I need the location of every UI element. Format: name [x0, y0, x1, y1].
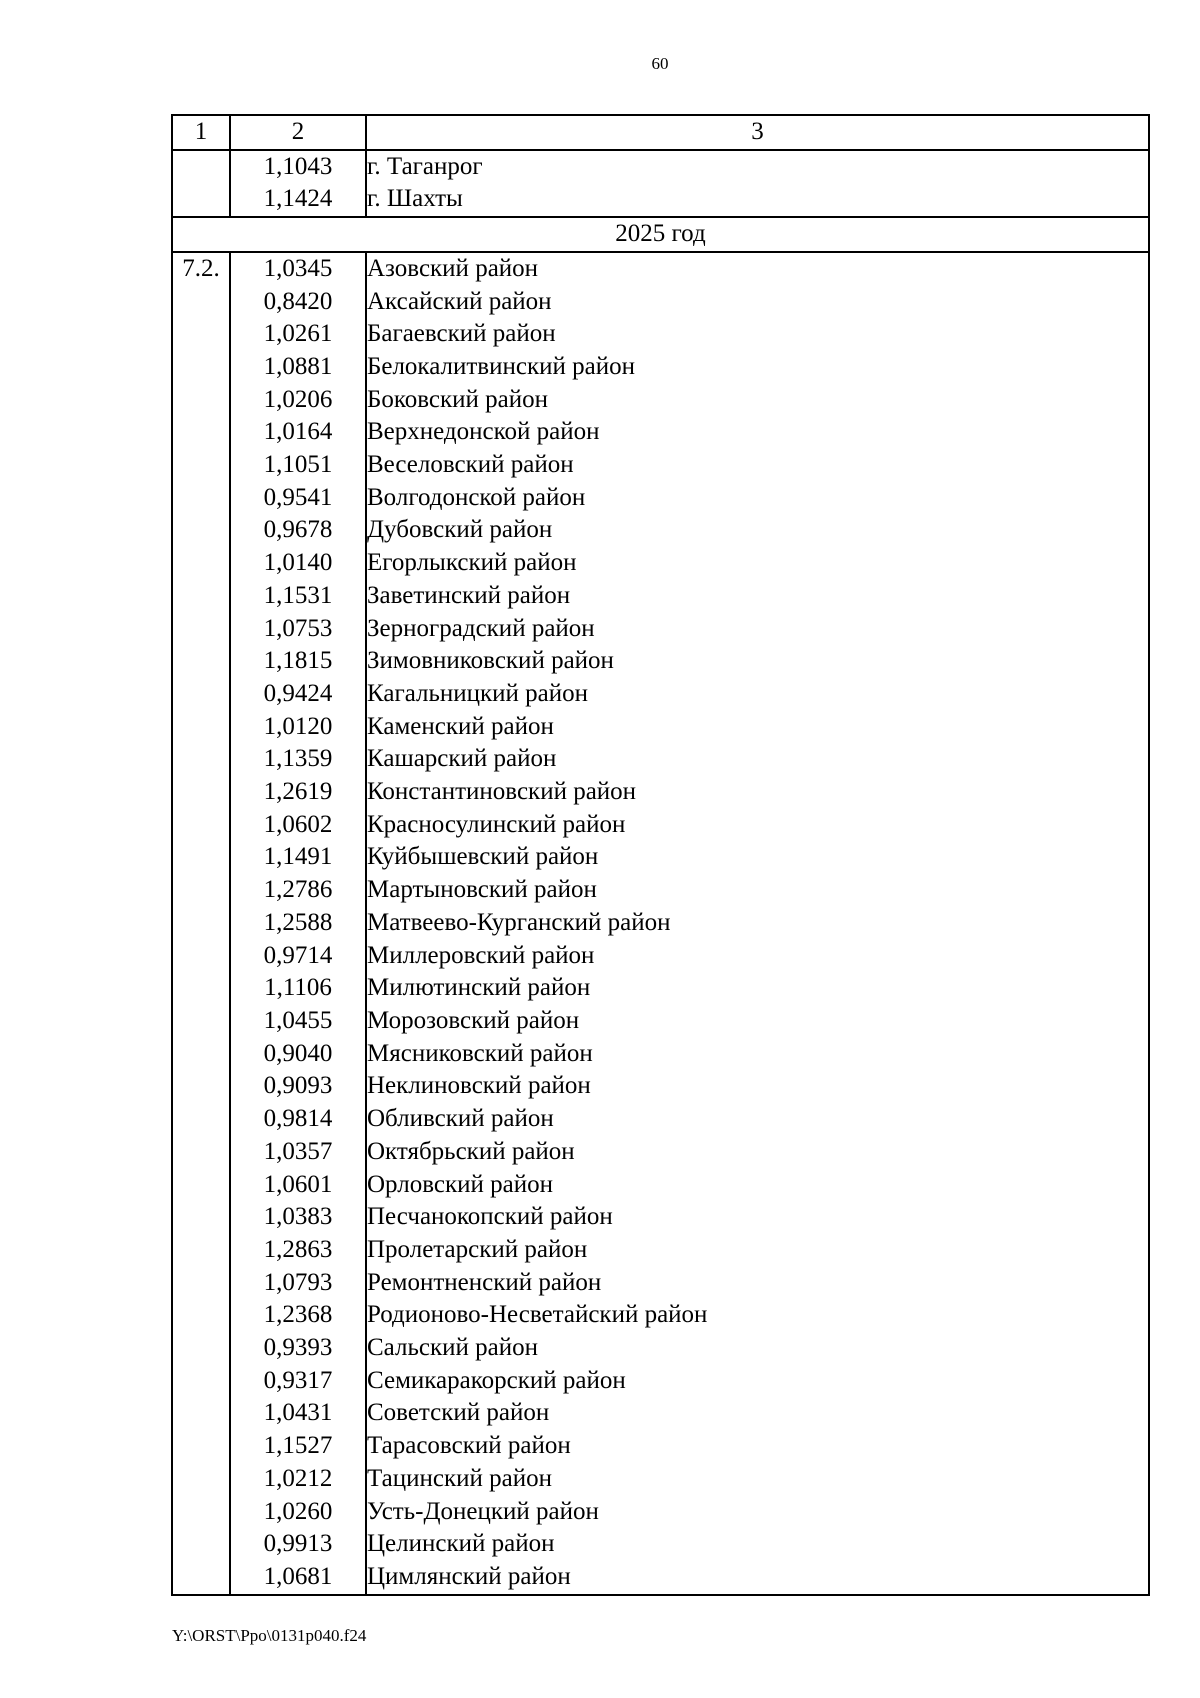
table-row [172, 613, 1149, 646]
table-row [172, 514, 1149, 547]
table-row [172, 183, 1149, 217]
territory-name-cell: Целинский район [366, 1528, 1149, 1561]
territory-name-cell: Мясниковский район [366, 1038, 1149, 1071]
territory-name-cell: Кашарский район [366, 743, 1149, 776]
territory-name-cell: Миллеровский район [366, 940, 1149, 973]
coefficient-cell: 1,1527 [230, 1430, 366, 1463]
territory-name-cell: Сальский район [366, 1332, 1149, 1365]
section-row [172, 217, 1149, 252]
row-number-cell [172, 1561, 230, 1595]
coefficient-cell: 1,0753 [230, 613, 366, 646]
row-number-cell [172, 1496, 230, 1529]
coefficient-cell: 0,9393 [230, 1332, 366, 1365]
territory-name-cell: Куйбышевский район [366, 841, 1149, 874]
territory-name-cell: Веселовский район [366, 449, 1149, 482]
coefficient-cell: 1,0681 [230, 1561, 366, 1595]
table-row [172, 1332, 1149, 1365]
territory-name-cell: Цимлянский район [366, 1561, 1149, 1595]
table-row [172, 449, 1149, 482]
territory-name-cell: Дубовский район [366, 514, 1149, 547]
coefficient-cell: 1,1359 [230, 743, 366, 776]
territory-name-cell: Каменский район [366, 711, 1149, 744]
territory-name-cell: Багаевский район [366, 318, 1149, 351]
table-row [172, 645, 1149, 678]
row-number-cell [172, 1397, 230, 1430]
coefficient-cell: 0,9317 [230, 1365, 366, 1398]
row-number-cell [172, 776, 230, 809]
row-number-cell [172, 1169, 230, 1202]
coefficient-cell: 0,8420 [230, 286, 366, 319]
coefficient-cell: 1,0164 [230, 416, 366, 449]
territory-name-cell: Волгодонской район [366, 482, 1149, 515]
coefficient-cell: 1,1043 [230, 150, 366, 184]
coefficient-cell: 1,1051 [230, 449, 366, 482]
row-number-cell [172, 907, 230, 940]
row-number-cell: 7.2. [172, 252, 230, 286]
territory-name-cell: Зимовниковский район [366, 645, 1149, 678]
table-row [172, 286, 1149, 319]
row-number-cell [172, 972, 230, 1005]
coefficient-cell: 1,0602 [230, 809, 366, 842]
row-number-cell [172, 874, 230, 907]
table-row [172, 841, 1149, 874]
table-row [172, 547, 1149, 580]
row-number-cell [172, 1528, 230, 1561]
table-row [172, 1463, 1149, 1496]
header-cell-2: 2 [230, 115, 366, 150]
territory-name-cell: Семикаракорский район [366, 1365, 1149, 1398]
row-number-cell [172, 1136, 230, 1169]
table-row [172, 384, 1149, 417]
table-row [172, 351, 1149, 384]
row-number-cell [172, 940, 230, 973]
row-number-cell [172, 547, 230, 580]
row-number-cell [172, 1365, 230, 1398]
coefficient-cell: 1,2786 [230, 874, 366, 907]
territory-name-cell: Азовский район [366, 252, 1149, 286]
territory-name-cell: Неклиновский район [366, 1070, 1149, 1103]
row-number-cell [172, 1267, 230, 1300]
territory-name-cell: Константиновский район [366, 776, 1149, 809]
table-row [172, 743, 1149, 776]
territory-name-cell: г. Шахты [366, 183, 1149, 217]
table-row [172, 1430, 1149, 1463]
row-number-cell [172, 613, 230, 646]
table-row [172, 1528, 1149, 1561]
table-row [172, 1496, 1149, 1529]
coefficient-cell: 1,0206 [230, 384, 366, 417]
row-number-cell [172, 678, 230, 711]
row-number-cell [172, 580, 230, 613]
row-number-cell [172, 1299, 230, 1332]
coefficient-cell: 1,0261 [230, 318, 366, 351]
territory-name-cell: Красносулинский район [366, 809, 1149, 842]
coefficient-cell: 1,0140 [230, 547, 366, 580]
coefficient-cell: 1,0881 [230, 351, 366, 384]
row-number-cell [172, 318, 230, 351]
table-header-row [172, 115, 1149, 150]
coefficient-cell: 1,1106 [230, 972, 366, 1005]
coefficient-cell: 1,0357 [230, 1136, 366, 1169]
territory-name-cell: Орловский район [366, 1169, 1149, 1202]
table-row [172, 678, 1149, 711]
coefficient-cell: 0,9424 [230, 678, 366, 711]
coefficient-cell: 1,0383 [230, 1201, 366, 1234]
row-number-cell [172, 1103, 230, 1136]
coefficient-cell: 0,9714 [230, 940, 366, 973]
row-number-cell [172, 482, 230, 515]
coefficient-cell: 1,1531 [230, 580, 366, 613]
table-row [172, 252, 1149, 286]
coefficient-cell: 1,2619 [230, 776, 366, 809]
territory-name-cell: Морозовский район [366, 1005, 1149, 1038]
territory-name-cell: Мартыновский район [366, 874, 1149, 907]
row-number-cell [172, 841, 230, 874]
territory-name-cell: Пролетарский район [366, 1234, 1149, 1267]
table-row [172, 809, 1149, 842]
row-number-cell [172, 286, 230, 319]
row-number-cell [172, 416, 230, 449]
coefficient-cell: 1,1491 [230, 841, 366, 874]
table-row [172, 1365, 1149, 1398]
coefficient-cell: 1,0431 [230, 1397, 366, 1430]
coefficient-cell: 0,9814 [230, 1103, 366, 1136]
table-row [172, 776, 1149, 809]
table-row [172, 907, 1149, 940]
territory-name-cell: Боковский район [366, 384, 1149, 417]
table-row [172, 711, 1149, 744]
row-number-cell [172, 1463, 230, 1496]
row-number-cell [172, 449, 230, 482]
table-row [172, 1169, 1149, 1202]
table-row [172, 1070, 1149, 1103]
coefficient-cell: 1,0345 [230, 252, 366, 286]
territory-name-cell: Песчанокопский район [366, 1201, 1149, 1234]
row-number-cell [172, 1038, 230, 1071]
row-number-cell [172, 1005, 230, 1038]
row-number-cell [172, 809, 230, 842]
row-number-cell [172, 645, 230, 678]
territory-name-cell: Верхнедонской район [366, 416, 1149, 449]
coefficient-cell: 1,0120 [230, 711, 366, 744]
coefficient-cell: 1,0455 [230, 1005, 366, 1038]
row-number-cell [172, 711, 230, 744]
coefficient-cell: 1,0260 [230, 1496, 366, 1529]
coefficient-cell: 1,1424 [230, 183, 366, 217]
coefficient-cell: 0,9913 [230, 1528, 366, 1561]
table-row [172, 972, 1149, 1005]
territory-name-cell: Тарасовский район [366, 1430, 1149, 1463]
table-row [172, 874, 1149, 907]
page-number: 60 [651, 54, 669, 73]
coefficient-cell: 1,2588 [230, 907, 366, 940]
table-row [172, 580, 1149, 613]
coefficient-cell: 1,1815 [230, 645, 366, 678]
section-title: 2025 год [172, 217, 1149, 252]
row-number-cell [172, 150, 230, 184]
table-row [172, 318, 1149, 351]
table-row [172, 1038, 1149, 1071]
table-row [172, 150, 1149, 184]
row-number-cell [172, 514, 230, 547]
row-number-cell [172, 351, 230, 384]
territory-name-cell: Аксайский район [366, 286, 1149, 319]
table-row [172, 1103, 1149, 1136]
table-row [172, 1201, 1149, 1234]
row-number-cell [172, 1201, 230, 1234]
territory-name-cell: Белокалитвинский район [366, 351, 1149, 384]
coefficient-cell: 1,2863 [230, 1234, 366, 1267]
territory-name-cell: Обливский район [366, 1103, 1149, 1136]
coefficient-cell: 0,9040 [230, 1038, 366, 1071]
territory-name-cell: Советский район [366, 1397, 1149, 1430]
table-row [172, 1561, 1149, 1595]
territory-name-cell: Милютинский район [366, 972, 1149, 1005]
coefficient-cell: 0,9541 [230, 482, 366, 515]
table-row [172, 940, 1149, 973]
table-row [172, 482, 1149, 515]
territory-name-cell: Октябрьский район [366, 1136, 1149, 1169]
coefficient-cell: 1,2368 [230, 1299, 366, 1332]
table-body [172, 115, 1149, 1595]
territory-name-cell: Егорлыкский район [366, 547, 1149, 580]
coefficient-cell: 0,9093 [230, 1070, 366, 1103]
territory-name-cell: Заветинский район [366, 580, 1149, 613]
table-row [172, 416, 1149, 449]
territory-name-cell: Тацинский район [366, 1463, 1149, 1496]
row-number-cell [172, 1070, 230, 1103]
coefficient-cell: 1,0601 [230, 1169, 366, 1202]
territory-name-cell: Зерноградский район [366, 613, 1149, 646]
row-number-cell [172, 384, 230, 417]
territory-name-cell: Усть-Донецкий район [366, 1496, 1149, 1529]
row-number-cell [172, 1234, 230, 1267]
territory-name-cell: Кагальницкий район [366, 678, 1149, 711]
row-number-cell [172, 1332, 230, 1365]
row-number-cell [172, 1430, 230, 1463]
territory-name-cell: Родионово-Несветайский район [366, 1299, 1149, 1332]
row-number-cell [172, 183, 230, 217]
territory-name-cell: Матвеево-Курганский район [366, 907, 1149, 940]
table-row [172, 1234, 1149, 1267]
coefficient-cell: 1,0212 [230, 1463, 366, 1496]
territory-name-cell: Ремонтненский район [366, 1267, 1149, 1300]
table-row [172, 1299, 1149, 1332]
table-row [172, 1136, 1149, 1169]
header-cell-1: 1 [172, 115, 230, 150]
coefficient-cell: 0,9678 [230, 514, 366, 547]
coefficients-table [171, 114, 1150, 1596]
footer-file-path: Y:\ORST\Ppo\0131p040.f24 [172, 1626, 367, 1645]
header-cell-3: 3 [366, 115, 1149, 150]
coefficient-cell: 1,0793 [230, 1267, 366, 1300]
territory-name-cell: г. Таганрог [366, 150, 1149, 184]
table-row [172, 1005, 1149, 1038]
table-row [172, 1397, 1149, 1430]
table-row [172, 1267, 1149, 1300]
row-number-cell [172, 743, 230, 776]
